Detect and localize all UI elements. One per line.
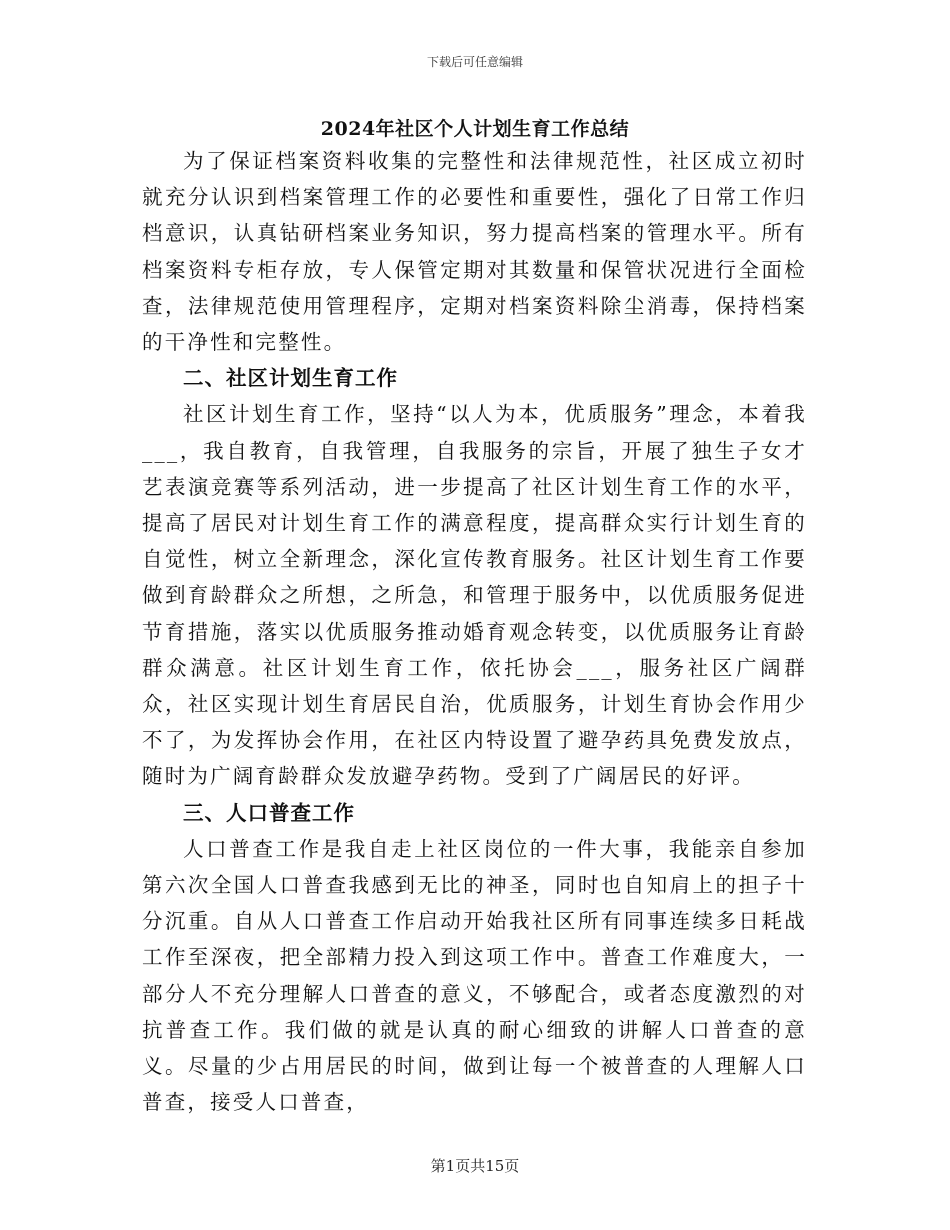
paragraph-family-planning: 社区计划生育工作，坚持“以人为本，优质服务”理念，本着我___，我自教育，自我管理，自我服务的宗旨，开展了独生子女才艺表演竞赛等系列活动，进一步提高了社区计划生育工作的水平，提高了居民对计划生育工作的满意程度，提高群众实行计划生育的自觉性，树立全新理念，深化宣传教育服务。社区计划生育工作要做到育龄群众之所想，之所急，和管理于服务中，以优质服务促进节育措施，落实以优质服务推动婚育观念转变，以优质服务让育龄群众满意。社区计划生育工作，依托协会___，服务社区广阔群众，社区实现计划生育居民自治，优质服务，计划生育协会作用少不了，为发挥协会作用，在社区内特设置了避孕药具免费发放点，随时为广阔育龄群众发放避孕药物。受到了广阔居民的好评。	[142, 402, 807, 789]
section-heading-family-planning: 二、社区计划生育工作	[183, 366, 398, 391]
document-title: 2024年社区个人计划生育工作总结	[320, 118, 630, 140]
header-note: 下载后可任意编辑	[426, 55, 523, 69]
document-body	[142, 143, 807, 1120]
section-heading-census: 三、人口普查工作	[183, 800, 355, 825]
page-indicator: 第1页共15页	[430, 1157, 520, 1175]
paragraph-census: 人口普查工作是我自走上社区岗位的一件大事，我能亲自参加第六次全国人口普查我感到无比的神圣，同时也自知肩上的担子十分沉重。自从人口普查工作启动开始我社区所有同事连续多日耗战工作至深夜，把全部精力投入到这项工作中。普查工作难度大，一部分人不充分理解人口普查的意义，不够配合，或者态度激烈的对抗普查工作。我们做的就是认真的耐心细致的讲解人口普查的意义。尽量的少占用居民的时间，做到让每一个被普查的人理解人口普查，接受人口普查，	[142, 836, 807, 1115]
paragraph-archives: 为了保证档案资料收集的完整性和法律规范性，社区成立初时就充分认识到档案管理工作的必要性和重要性，强化了日常工作归档意识，认真钻研档案业务知识，努力提高档案的管理水平。所有档案资料专柜存放，专人保管定期对其数量和保管状况进行全面检查，法律规范使用管理程序，定期对档案资料除尘消毒，保持档案的干净性和完整性。	[142, 149, 807, 355]
